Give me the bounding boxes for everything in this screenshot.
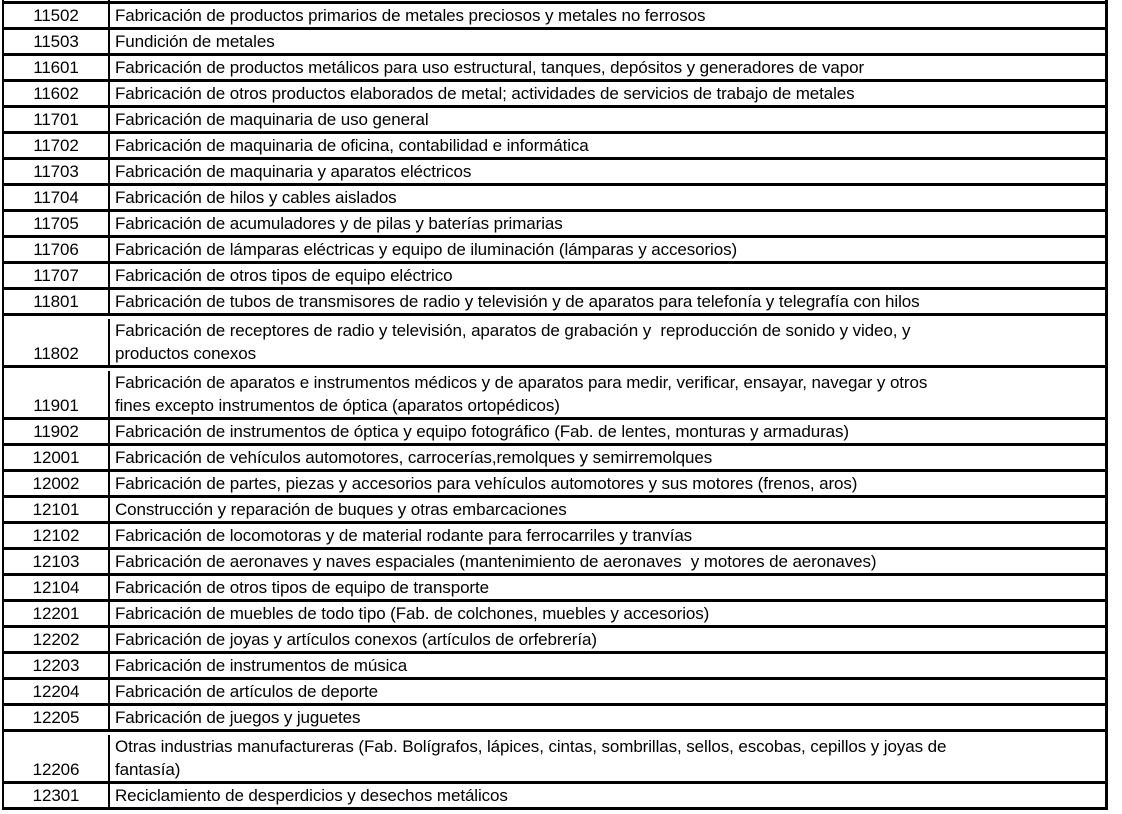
table-row [4,446,1105,472]
description-line: Fabricación de aparatos e instrumentos médicos y de aparatos para medir, verificar, ensayar, navegar y otros [115,373,928,392]
table-row [4,238,1105,264]
code-text: 11704 [33,188,79,207]
description-cell [110,706,1105,729]
table-row [4,4,1105,30]
table-row [4,212,1105,238]
description-cell [110,446,1105,469]
description-cell [110,576,1105,599]
description-cell [110,420,1105,443]
code-text: 11801 [33,292,79,311]
description-cell [110,524,1105,547]
table-row [4,550,1105,576]
code-text: 12206 [32,760,80,779]
description-line: Fabricación de tubos de transmisores de radio y televisión y de aparatos para telefonía y telegrafía con hilos [115,292,920,311]
code-cell [4,420,110,443]
code-text: 11902 [33,422,79,441]
table-row [4,472,1105,498]
code-text: 12103 [32,552,80,571]
description-line: Fabricación de maquinaria de oficina, contabilidad e informática [115,136,589,155]
table-row [4,576,1105,602]
code-text: 12002 [32,474,80,493]
code-text: 12102 [32,526,80,545]
table-row [4,186,1105,212]
description-line: Fabricación de joyas y artículos conexos (artículos de orfebrería) [115,630,597,649]
code-cell [4,186,110,209]
description-line: productos conexos [115,344,256,363]
description-line: Fabricación de otros tipos de equipo de transporte [115,578,489,597]
description-line: Fabricación de receptores de radio y televisión, aparatos de grabación y reproducción de sonido y video, y [115,321,911,340]
table-row [4,706,1105,732]
code-text: 12205 [32,708,80,727]
table-row [4,628,1105,654]
description-cell [110,628,1105,651]
code-cell [4,680,110,703]
description-cell [110,30,1105,53]
description-cell [110,82,1105,105]
code-cell [4,735,110,781]
code-text: 11703 [33,162,79,181]
description-cell [110,264,1105,287]
description-cell [110,186,1105,209]
description-line: Fabricación de muebles de todo tipo (Fab. de colchones, muebles y accesorios) [115,604,710,623]
table-row [4,108,1105,134]
table-row [4,524,1105,550]
description-cell [110,550,1105,573]
code-text: 11702 [33,136,79,155]
description-cell [110,290,1105,313]
table-row [4,732,1105,784]
code-cell [4,446,110,469]
code-cell [4,0,110,1]
description-line: Fabricación de partes, piezas y accesorios para vehículos automotores y sus motores (frenos, aros) [115,474,858,493]
table-row [4,680,1105,706]
code-cell [4,550,110,573]
code-cell [4,576,110,599]
code-cell [4,628,110,651]
code-text: 12104 [32,578,80,597]
description-line: Fabricación de juegos y juguetes [115,708,361,727]
code-cell [4,706,110,729]
code-cell [4,654,110,677]
description-cell [110,319,1105,365]
table-row [4,654,1105,680]
description-line: Fabricación de artículos de deporte [115,682,378,701]
table-row [4,290,1105,316]
code-cell [4,30,110,53]
code-cell [4,82,110,105]
table-row [4,82,1105,108]
description-line: Fabricación de otros productos elaborados de metal; actividades de servicios de trabajo de metales [115,84,855,103]
code-text: 12204 [32,682,80,701]
code-text: 12001 [32,448,80,467]
code-text: 11503 [33,32,79,51]
description-cell [110,238,1105,261]
description-line: Fabricación de aeronaves y naves espaciales (mantenimiento de aeronaves y motores de aeronaves) [115,552,877,571]
description-cell [110,498,1105,521]
code-text: 11701 [33,110,79,129]
description-cell [110,784,1105,807]
description-cell [110,134,1105,157]
description-cell [110,735,1105,781]
description-cell [110,680,1105,703]
code-cell [4,238,110,261]
description-line: Fabricación de productos primarios de metales preciosos y metales no ferrosos [115,6,706,25]
table-row [4,30,1105,56]
table-row [4,56,1105,82]
code-cell [4,784,110,807]
table-row [4,784,1105,810]
description-line: Fundición de metales [115,32,275,51]
description-cell [110,654,1105,677]
code-cell [4,498,110,521]
description-line: Fabricación de vehículos automotores, carrocerías,remolques y semirremolques [115,448,713,467]
code-cell [4,290,110,313]
table-row [4,420,1105,446]
description-line: Fabricación de maquinaria de uso general [115,110,429,129]
code-text: 11601 [33,58,79,77]
description-line: Fabricación de instrumentos de música [115,656,408,675]
code-cell [4,319,110,365]
description-line: Construcción y reparación de buques y otras embarcaciones [115,500,567,519]
code-text: 11802 [33,344,79,363]
table-row [4,368,1105,420]
description-cell [110,4,1105,27]
code-cell [4,371,110,417]
code-text: 11901 [33,396,79,415]
table-row [4,316,1105,368]
code-text: 12301 [32,786,80,805]
table-row [4,134,1105,160]
code-cell [4,212,110,235]
code-cell [4,160,110,183]
description-line: Fabricación de acumuladores y de pilas y baterías primarias [115,214,563,233]
code-text: 12202 [32,630,80,649]
code-cell [4,4,110,27]
table-row [4,264,1105,290]
code-cell [4,134,110,157]
code-text: 11602 [33,84,79,103]
code-text: 11705 [33,214,79,233]
code-cell [4,108,110,131]
description-line: Fabricación de lámparas eléctricas y equipo de iluminación (lámparas y accesorios) [115,240,738,259]
table-row [4,498,1105,524]
description-line: fantasía) [115,760,181,779]
code-text: 12101 [32,500,80,519]
code-text: 12201 [32,604,80,623]
description-line: Fabricación de hilos y cables aislados [115,188,397,207]
code-text: 11706 [33,240,79,259]
description-cell [110,371,1105,417]
description-line: Fabricación de otros tipos de equipo eléctrico [115,266,453,285]
description-cell [110,212,1105,235]
description-cell [110,472,1105,495]
description-cell [110,108,1105,131]
description-cell [110,56,1105,79]
code-cell [4,56,110,79]
description-line: Fabricación de locomotoras y de material rodante para ferrocarriles y tranvías [115,526,693,545]
description-line: Fabricación de instrumentos de óptica y equipo fotográfico (Fab. de lentes, monturas y armaduras) [115,422,849,441]
description-cell [110,160,1105,183]
description-line: Fabricación de maquinaria y aparatos eléctricos [115,162,472,181]
description-line: Otras industrias manufactureras (Fab. Bolígrafos, lápices, cintas, sombrillas, sellos, escobas, cepillos y joyas de [115,737,947,756]
description-cell [110,0,1105,1]
code-cell [4,602,110,625]
industry-codes-table [2,0,1108,810]
code-cell [4,524,110,547]
table-row [4,160,1105,186]
description-cell [110,602,1105,625]
description-line: Reciclamiento de desperdicios y desechos metálicos [115,786,508,805]
code-text: 11502 [33,6,79,25]
code-text: 11707 [33,266,79,285]
description-line: fines excepto instrumentos de óptica (aparatos ortopédicos) [115,396,560,415]
code-text: 12203 [32,656,80,675]
code-cell [4,264,110,287]
description-line: Fabricación de productos metálicos para uso estructural, tanques, depósitos y generadores de vapor [115,58,865,77]
code-cell [4,472,110,495]
table-row [4,602,1105,628]
